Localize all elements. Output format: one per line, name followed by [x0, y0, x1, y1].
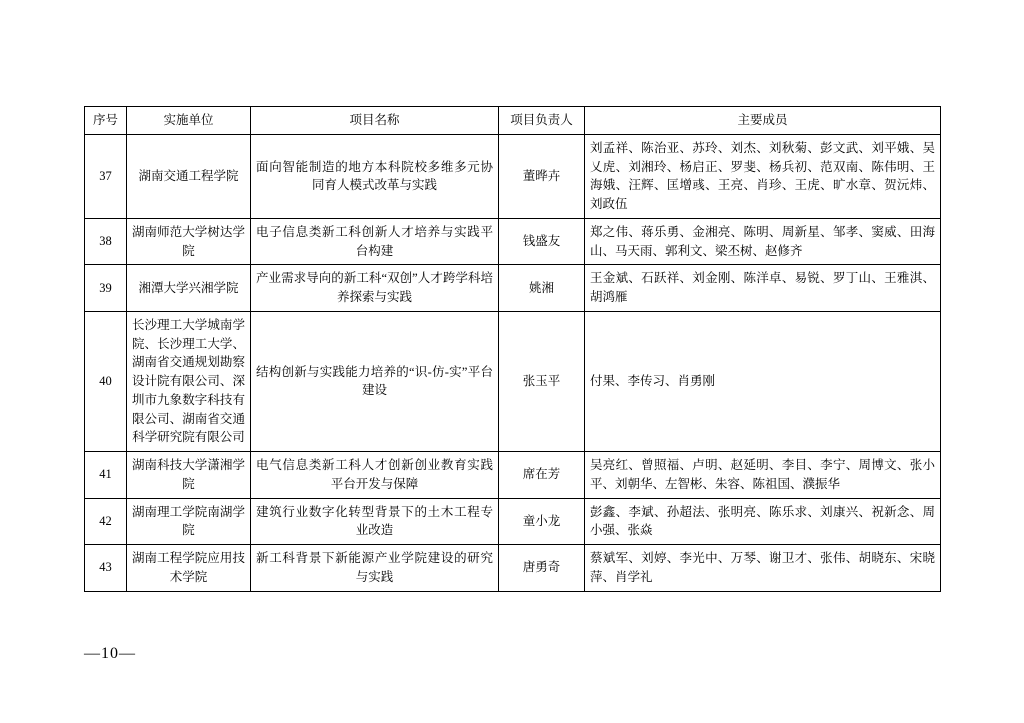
cell-no: 42	[85, 498, 127, 545]
table-row	[85, 265, 941, 312]
cell-unit: 湖南师范大学树达学院	[127, 218, 251, 265]
table-row	[85, 545, 941, 592]
column-header-no: 序号	[85, 107, 127, 135]
cell-members: 王金斌、石跃祥、刘金刚、陈洋卓、易锐、罗丁山、王雅淇、胡鸿雁	[585, 265, 941, 312]
cell-project: 建筑行业数字化转型背景下的土木工程专业改造	[251, 498, 499, 545]
cell-project: 结构创新与实践能力培养的“识-仿-实”平台建设	[251, 311, 499, 451]
cell-project: 电气信息类新工科人才创新创业教育实践平台开发与保障	[251, 452, 499, 499]
cell-leader: 董晔卉	[499, 134, 585, 218]
cell-leader: 张玉平	[499, 311, 585, 451]
table-body	[85, 134, 941, 591]
cell-leader: 唐勇奇	[499, 545, 585, 592]
cell-no: 39	[85, 265, 127, 312]
cell-no: 41	[85, 452, 127, 499]
cell-unit: 长沙理工大学城南学院、长沙理工大学、湖南省交通规划勘察设计院有限公司、深圳市九象数字科技有限公司、湖南省交通科学研究院有限公司	[127, 311, 251, 451]
cell-members: 刘孟祥、陈治亚、苏玲、刘杰、刘秋菊、彭文武、刘平娥、吴乂虎、刘湘玲、杨启正、罗斐、杨兵初、范双南、陈伟明、王海娥、汪辉、匡增彧、王亮、肖珍、王虎、旷水章、贺沅炜、刘政伍	[585, 134, 941, 218]
cell-leader: 席在芳	[499, 452, 585, 499]
cell-members: 彭鑫、李斌、孙超法、张明亮、陈乐求、刘康兴、祝新念、周小强、张焱	[585, 498, 941, 545]
page-number: —10—	[84, 645, 136, 662]
cell-unit: 湖南交通工程学院	[127, 134, 251, 218]
table-row	[85, 452, 941, 499]
column-header-members: 主要成员	[585, 107, 941, 135]
cell-members: 吴亮红、曾照福、卢明、赵延明、李目、李宁、周博文、张小平、刘朝华、左智彬、朱容、陈祖国、濮振华	[585, 452, 941, 499]
cell-no: 43	[85, 545, 127, 592]
cell-no: 40	[85, 311, 127, 451]
cell-unit: 湘潭大学兴湘学院	[127, 265, 251, 312]
cell-leader: 钱盛友	[499, 218, 585, 265]
table-row	[85, 311, 941, 451]
cell-leader: 童小龙	[499, 498, 585, 545]
cell-unit: 湖南科技大学潇湘学院	[127, 452, 251, 499]
cell-project: 新工科背景下新能源产业学院建设的研究与实践	[251, 545, 499, 592]
cell-no: 37	[85, 134, 127, 218]
project-table	[84, 106, 941, 592]
project-table-container	[84, 106, 940, 592]
cell-project: 产业需求导向的新工科“双创”人才跨学科培养探索与实践	[251, 265, 499, 312]
cell-members: 郑之伟、蒋乐勇、金湘亮、陈明、周新星、邹孝、窦威、田海山、马天雨、郭利文、梁丕树、赵修齐	[585, 218, 941, 265]
table-header	[85, 107, 941, 135]
table-row	[85, 498, 941, 545]
cell-members: 蔡斌军、刘婷、李光中、万琴、谢卫才、张伟、胡晓东、宋晓萍、肖学礼	[585, 545, 941, 592]
table-header-row	[85, 107, 941, 135]
column-header-unit: 实施单位	[127, 107, 251, 135]
column-header-leader: 项目负责人	[499, 107, 585, 135]
cell-unit: 湖南理工学院南湖学院	[127, 498, 251, 545]
cell-project: 面向智能制造的地方本科院校多维多元协同育人模式改革与实践	[251, 134, 499, 218]
cell-members: 付果、李传习、肖勇刚	[585, 311, 941, 451]
cell-unit: 湖南工程学院应用技术学院	[127, 545, 251, 592]
table-row	[85, 134, 941, 218]
column-header-project: 项目名称	[251, 107, 499, 135]
cell-leader: 姚湘	[499, 265, 585, 312]
cell-project: 电子信息类新工科创新人才培养与实践平台构建	[251, 218, 499, 265]
cell-no: 38	[85, 218, 127, 265]
table-row	[85, 218, 941, 265]
